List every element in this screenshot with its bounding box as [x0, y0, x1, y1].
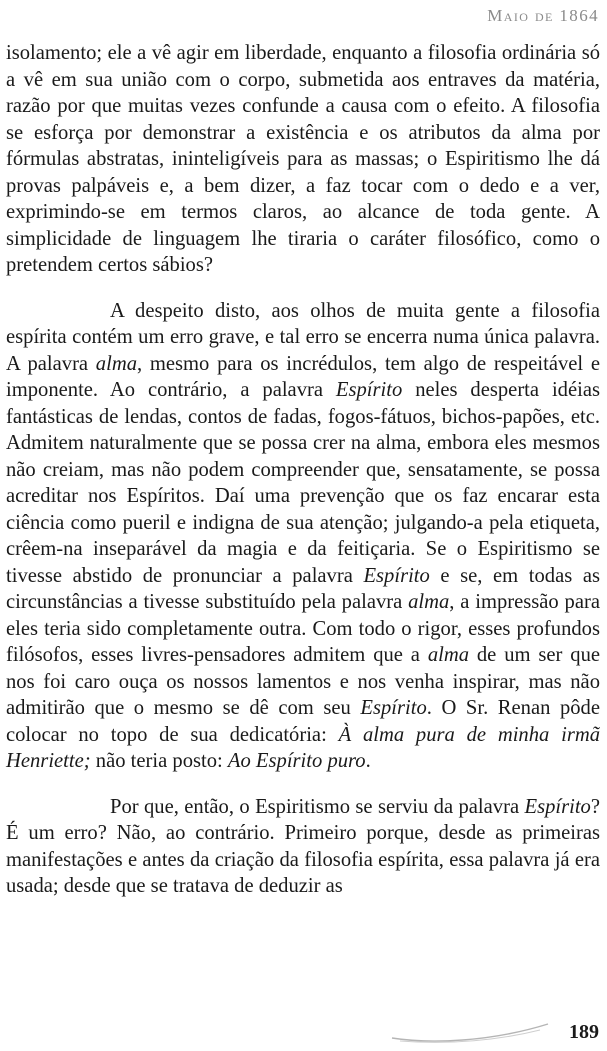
italic-term: alma: [408, 591, 450, 613]
text-run: . O Sr. Renan pôde colocar no topo de sua dedicatória:: [6, 697, 600, 746]
italic-term: alma: [95, 352, 137, 375]
italic-term: Ao Espírito puro: [227, 750, 366, 772]
italic-term: À alma pura de minha irmã Henriette;: [6, 723, 601, 772]
text-run: .: [365, 750, 371, 772]
italic-term: Espírito: [335, 379, 403, 401]
italic-term: Espírito: [363, 564, 430, 587]
page-body: [6, 40, 600, 900]
text-run: ? É um erro? Não, ao contrário. Primeiro porque, desde as primeiras manifestações e antes da criação da filosofia espírita, essa palavra já era usada; desde que se tratava de deduzir as: [6, 795, 600, 897]
text-run: de um ser que nos foi caro ouça os nossos lamentos e nos venha inspirar, mas não admitirão que o mesmo se dê com seu: [6, 644, 601, 719]
body-paragraph: [6, 40, 600, 279]
text-run: , a impressão para eles teria sido completamente outra. Com todo o rigor, esses profundos filósofos, esses livres-pensadores admitem que a: [6, 591, 600, 666]
text-run: não teria posto:: [90, 750, 228, 772]
italic-term: Espírito: [360, 697, 427, 719]
body-paragraph: [6, 298, 600, 775]
italic-term: Espírito: [524, 795, 591, 818]
page-number: 189: [569, 1021, 599, 1043]
text-run: e se, em todas as circunstâncias a tivesse substituído pela palavra: [6, 564, 600, 613]
text-run: Por que, então, o Espiritismo se serviu da palavra: [110, 795, 525, 818]
text-run: neles desperta idéias fantásticas de lendas, contos de fadas, fogos-fátuos, bichos-papões, etc. Admitem naturalmente que se possa crer na alma, embora eles mesmos não creiam, mas não podem compreender que, sensatamente, se possa acreditar nos Espíritos. Daí uma prevenção que os faz encarar esta ciência como pueril e indigna de sua atenção; julgando-a pela etiqueta, crêem-na inseparável da magia e da feitiçaria. Se o Espiritismo se tivesse abstido de pronunciar a palavra: [6, 379, 600, 587]
swoosh-ornament-icon: [390, 1018, 550, 1044]
running-header: Maio de 1864: [487, 6, 599, 25]
text-run: A despeito disto, aos olhos de muita gente a filosofia espírita contém um erro grave, e tal erro se encerra numa única palavra. A palavra: [6, 299, 600, 375]
body-paragraph: [6, 794, 600, 900]
text-run: isolamento; ele a vê agir em liberdade, enquanto a filosofia ordinária só a vê em sua união com o corpo, submetida aos entraves da matéria, razão por que muitas vezes confunde a causa com o efeito. A filosofia se esforça por demonstrar a existência e os atributos da alma por fórmulas abstratas, ininteligíveis para as massas; o Espiritismo lhe dá provas palpáveis e, a bem dizer, a faz tocar com o dedo e a ver, exprimindo-se em termos claros, ao alcance de toda gente. A simplicidade de linguagem lhe tiraria o caráter filosófico, como o pretendem certos sábios?: [6, 42, 600, 276]
italic-term: alma: [427, 644, 470, 666]
text-run: , mesmo para os incrédulos, tem algo de respeitável e imponente. Ao contrário, a palavra: [6, 352, 600, 401]
